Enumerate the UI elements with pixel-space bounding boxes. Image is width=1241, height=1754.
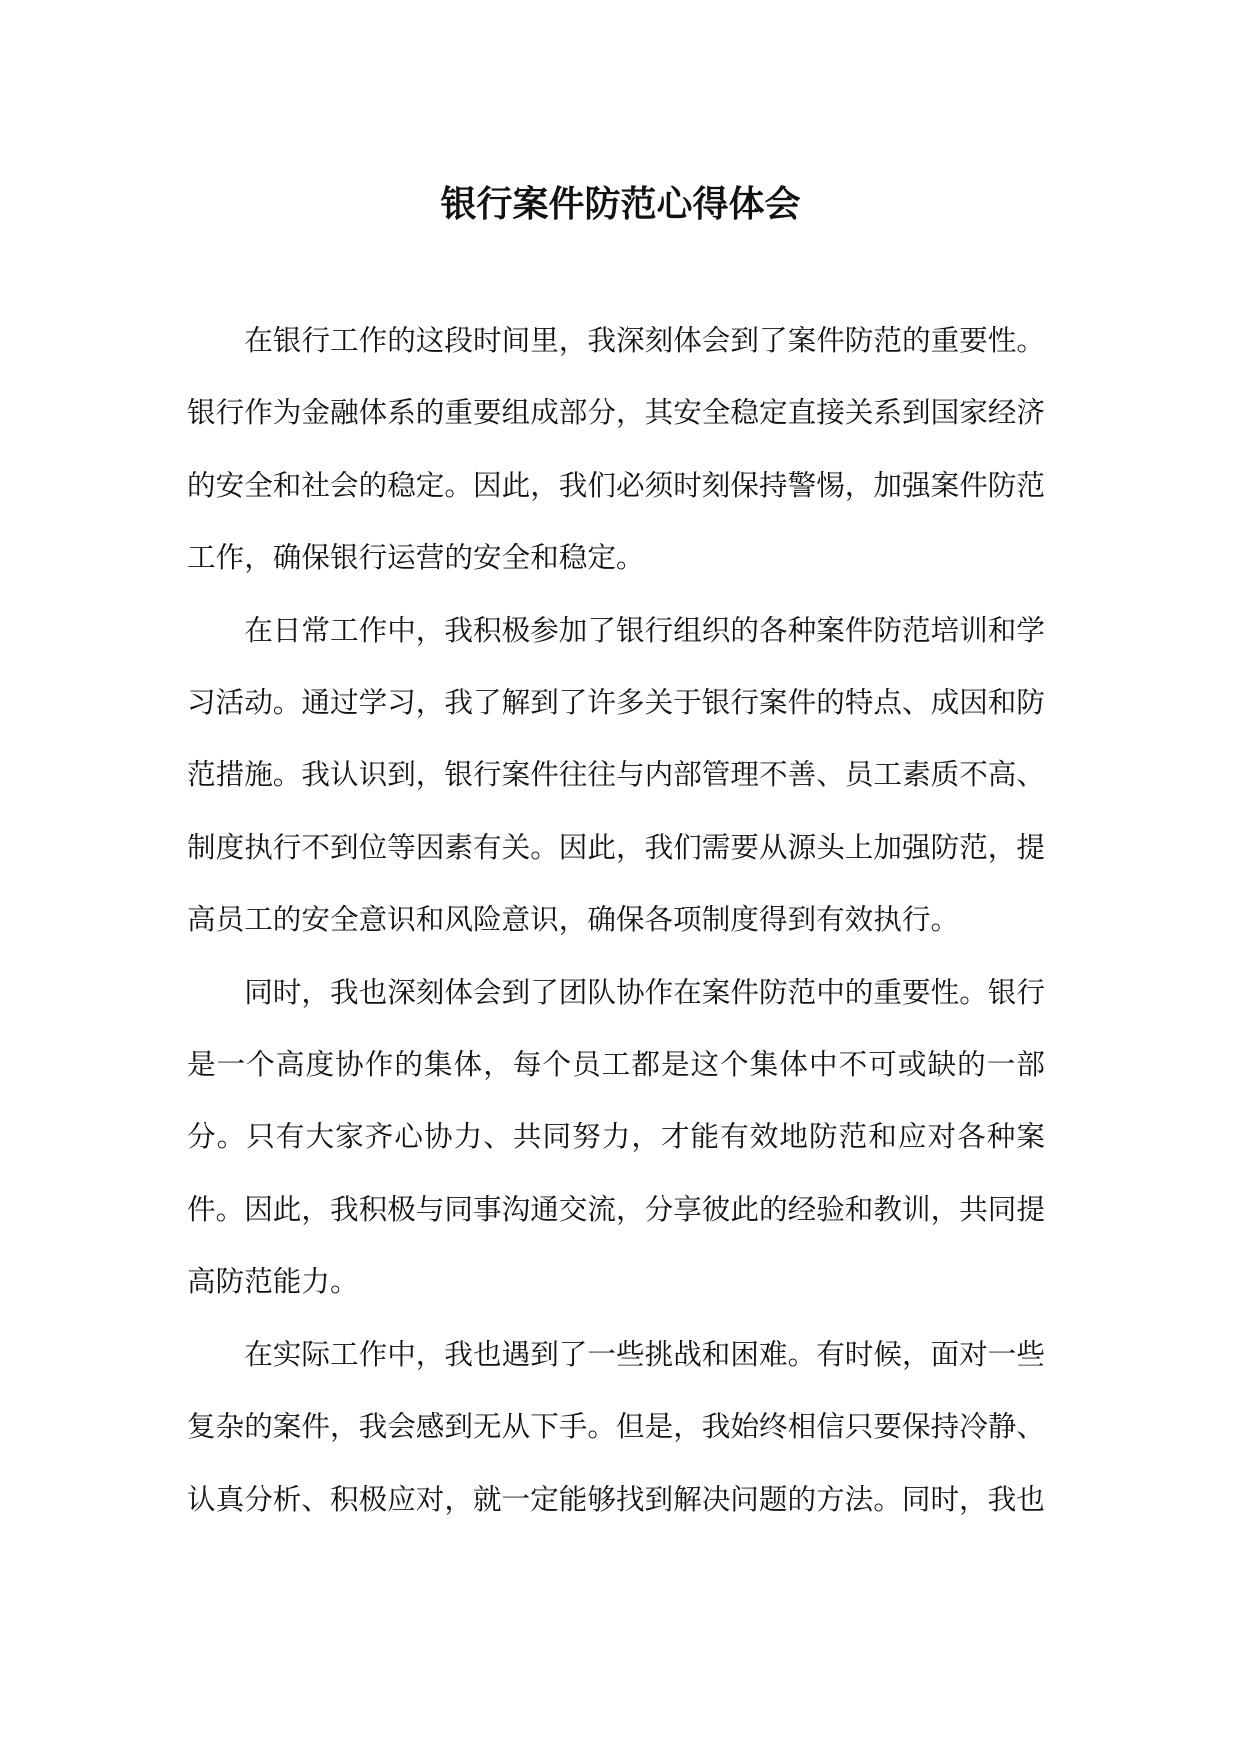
paragraph-3: 同时，我也深刻体会到了团队协作在案件防范中的重要性。银行是一个高度协作的集体，每个员工都是这个集体中不可或缺的一部分。只有大家齐心协力、共同努力，才能有效地防范和应对各种案件。因此，我积极与同事沟通交流，分享彼此的经验和教训，共同提高防范能力。 (187, 974, 1045, 1299)
document-body (187, 304, 1045, 1535)
paragraph-4: 在实际工作中，我也遇到了一些挑战和困难。有时候，面对一些复杂的案件，我会感到无从下手。但是，我始终相信只要保持冷静、认真分析、积极应对，就一定能够找到解决问题的方法。同时，我也 (187, 1336, 1045, 1516)
paragraph-1: 在银行工作的这段时间里，我深刻体会到了案件防范的重要性。银行作为金融体系的重要组成部分，其安全稳定直接关系到国家经济的安全和社会的稳定。因此，我们必须时刻保持警惕，加强案件防范工作，确保银行运营的安全和稳定。 (187, 323, 1045, 575)
paragraph-2: 在日常工作中，我积极参加了银行组织的各种案件防范培训和学习活动。通过学习，我了解到了许多关于银行案件的特点、成因和防范措施。我认识到，银行案件往往与内部管理不善、员工素质不高、制度执行不到位等因素有关。因此，我们需要从源头上加强防范，提高员工的安全意识和风险意识，确保各项制度得到有效执行。 (187, 612, 1045, 937)
document-title: 银行案件防范心得体会 (440, 184, 801, 225)
